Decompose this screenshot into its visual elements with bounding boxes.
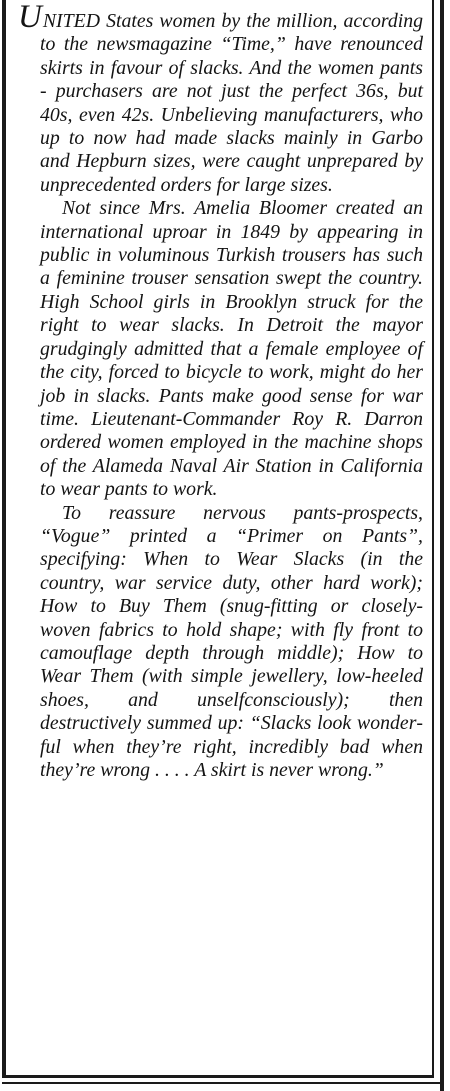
bottom-border-rule (2, 1075, 434, 1078)
left-border-rule (2, 0, 6, 1078)
bottom-double-rule (2, 1082, 444, 1084)
right-inner-border-rule (432, 0, 434, 1078)
paragraph-1-text: NITED States women by the million, according to the newsmagazine “Time,” have renounced skirts in favour of slacks. And the women pants - purchasers are not just the perfect 36s, but 40s, even 42s. Unbelieving manufacturers, who up to now had made slacks mainly in Garbo and Hepburn sizes, were caught unprepared by unprecedented orders for large sizes. (40, 10, 423, 196)
article-paragraph-2: Not since Mrs. Amelia Bloomer created an international uproar in 1849 by appearing in public in voluminous Turkish trousers has such a feminine trouser sensation swept the country. High School girls in Brooklyn struck for the right to wear slacks. In Detroit the mayor grudgingly admitted that a female employee of the city, forced to bicycle to work, might do her job in slacks. Pants make good sense for war time. Lieutenant-Commander Roy R. Darron ordered women employed in the machine shops of the Alameda Naval Air Station in California to wear pants to work. (40, 197, 423, 501)
right-outer-border-rule (440, 0, 444, 1091)
article-paragraph-1 (18, 0, 423, 197)
article-paragraph-3: To reassure nervous pants-prospects, “Vogue” printed a “Primer on Pants”, specifying: When to Wear Slacks (in the country, war service duty, other hard work); How to Buy Them (snug-fitting or closely-woven fabrics to hold shape; with fly front to camouflage depth through middle); How to Wear Them (with simple jewellery, low-heeled shoes, and unselfconsciously); then destructively summed up: “Slacks look wonderful when they’re right, incredibly bad when they’re wrong . . . . A skirt is never wrong.” (40, 501, 423, 781)
article-body (18, 0, 423, 782)
drop-cap: U (18, 0, 42, 35)
